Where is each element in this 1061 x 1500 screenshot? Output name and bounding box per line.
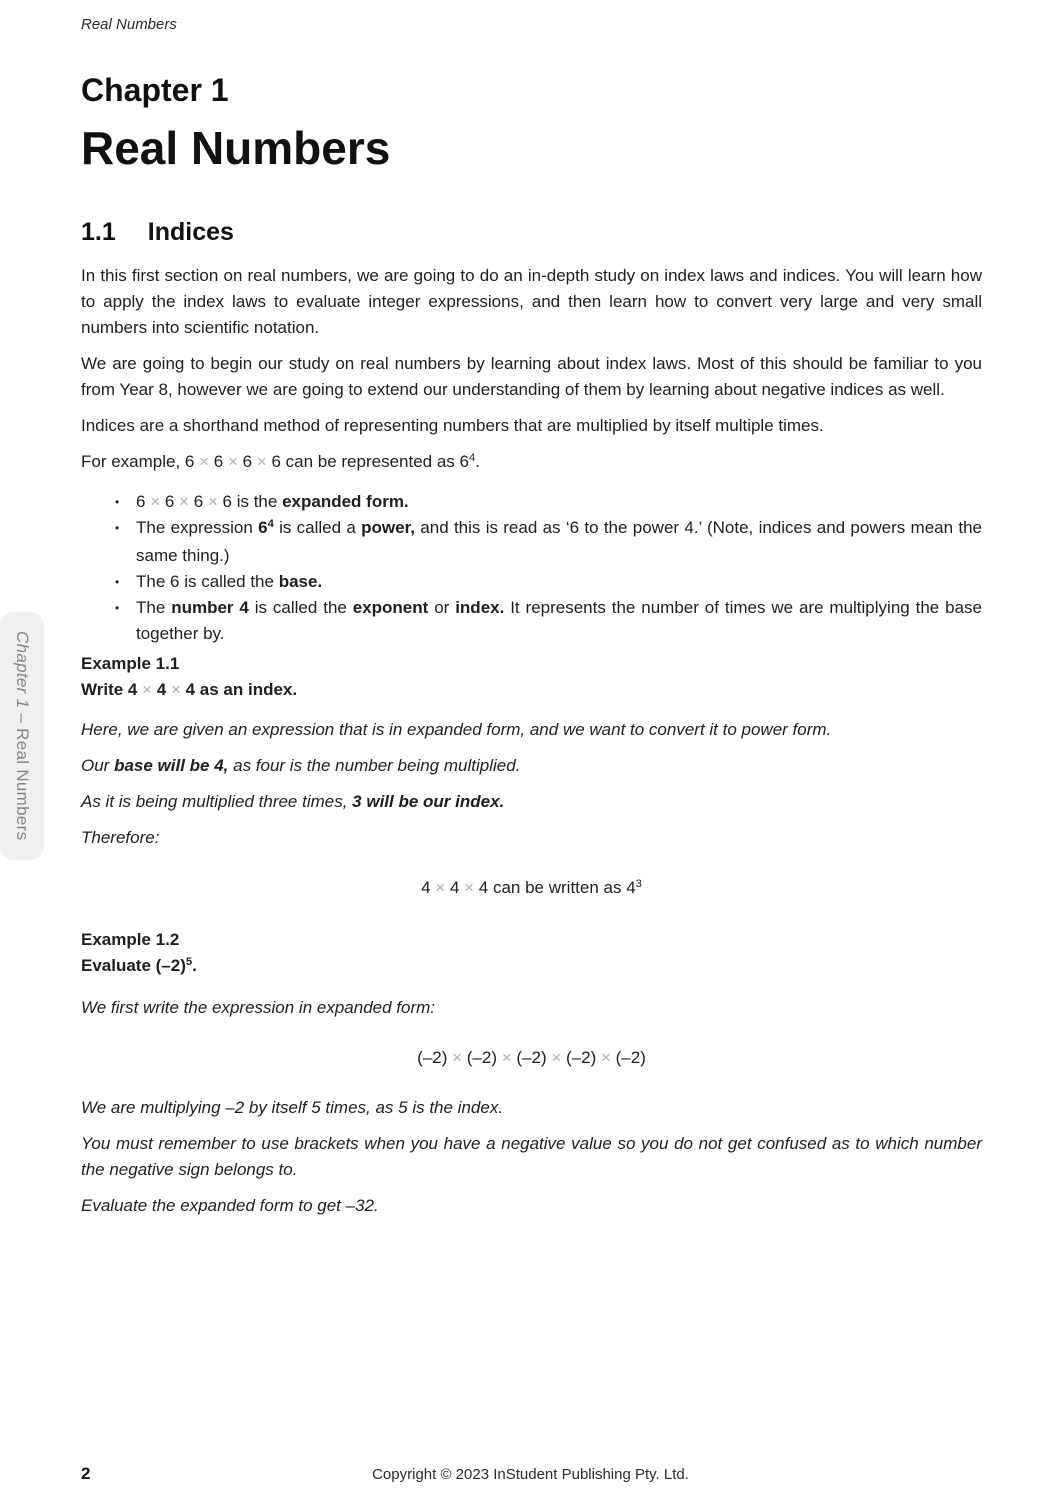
example-1-1-prompt: Write 4 × 4 × 4 as an index. [81, 680, 298, 699]
list-item [115, 515, 982, 569]
intro-paragraph-2: We are going to begin our study on real numbers by learning about index laws. Most of this should be familiar to you from Year 8, however we are going to extend our understanding of them by learning about negative indices as well. [81, 354, 982, 399]
bullet-icon: • [115, 521, 120, 535]
list-item [115, 595, 982, 647]
running-header: Real Numbers [81, 16, 177, 33]
example-1-2-equation: (–2) × (–2) × (–2) × (–2) × (–2) [417, 1048, 646, 1067]
page-number: 2 [81, 1464, 91, 1483]
intro-paragraph-3: Indices are a shorthand method of representing numbers that are multiplied by itself multiple times. [81, 416, 824, 435]
bullet-icon: • [115, 575, 120, 589]
example-1-2-paragraph-4: Evaluate the expanded form to get –32. [81, 1196, 379, 1215]
bullet-icon: • [115, 495, 120, 509]
intro-paragraph-1: In this first section on real numbers, we are going to do an in-depth study on index laws and indices. You will learn how to apply the index laws to evaluate integer expressions, and then learn how to convert very large and very small numbers into scientific notation. [81, 266, 982, 337]
chapter-tab-text [12, 631, 32, 840]
chapter-number-heading: Chapter 1 [81, 72, 229, 108]
list-item [115, 489, 982, 515]
for-example-line: For example, 6 × 6 × 6 × 6 can be represented as $6^4$. [81, 451, 480, 471]
chapter-tab-title-label: – Real Numbers [13, 708, 32, 841]
copyright-text: Copyright © 2023 InStudent Publishing Pty. Ltd. [372, 1466, 689, 1483]
section-number: 1.1 [81, 218, 116, 246]
bullet-text: The expression $6^4$ is called a power, and this is read as ‘6 to the power 4.’ (Note, indices and powers mean the same thing.) [136, 517, 982, 565]
example-1-1-paragraph-1: Here, we are given an expression that is in expanded form, and we want to convert it to power form. [81, 720, 832, 739]
chapter-tab-chapter-label: Chapter 1 [13, 631, 32, 709]
chapter-title-heading: Real Numbers [81, 122, 391, 174]
section-heading [81, 218, 982, 247]
bullet-text: The number 4 is called the exponent or index. It represents the number of times we are multiplying the base together by. [136, 598, 982, 643]
page-footer [0, 1464, 1061, 1484]
example-1-1-equation: 4 × 4 × 4 can be written as $4^3$ [421, 877, 642, 897]
example-1-1-paragraph-2: Our base will be 4, as four is the number being multiplied. [81, 756, 521, 775]
example-1-1-label: Example 1.1 [81, 654, 180, 673]
example-1-2-label: Example 1.2 [81, 930, 180, 949]
example-1-2-paragraph-3: You must remember to use brackets when you have a negative value so you do not get confused as to which number the negative sign belongs to. [81, 1134, 982, 1179]
bullet-text: 6 × 6 × 6 × 6 is the expanded form. [136, 492, 409, 511]
example-1-1-paragraph-4: Therefore: [81, 828, 160, 847]
example-1-2-paragraph-2: We are multiplying –2 by itself 5 times, as 5 is the index. [81, 1098, 504, 1117]
list-item [115, 569, 982, 595]
example-1-2-paragraph-1: We first write the expression in expanded form: [81, 998, 436, 1017]
bullet-icon: • [115, 601, 120, 615]
section-title: Indices [147, 218, 234, 246]
chapter-sidebar-tab [0, 612, 44, 860]
bullet-text: The 6 is called the base. [136, 572, 323, 591]
definitions-bullet-list [81, 489, 982, 647]
example-1-1-paragraph-3: As it is being multiplied three times, 3 will be our index. [81, 792, 505, 811]
example-1-2-prompt: Evaluate $(-2)^5$. [81, 955, 197, 975]
